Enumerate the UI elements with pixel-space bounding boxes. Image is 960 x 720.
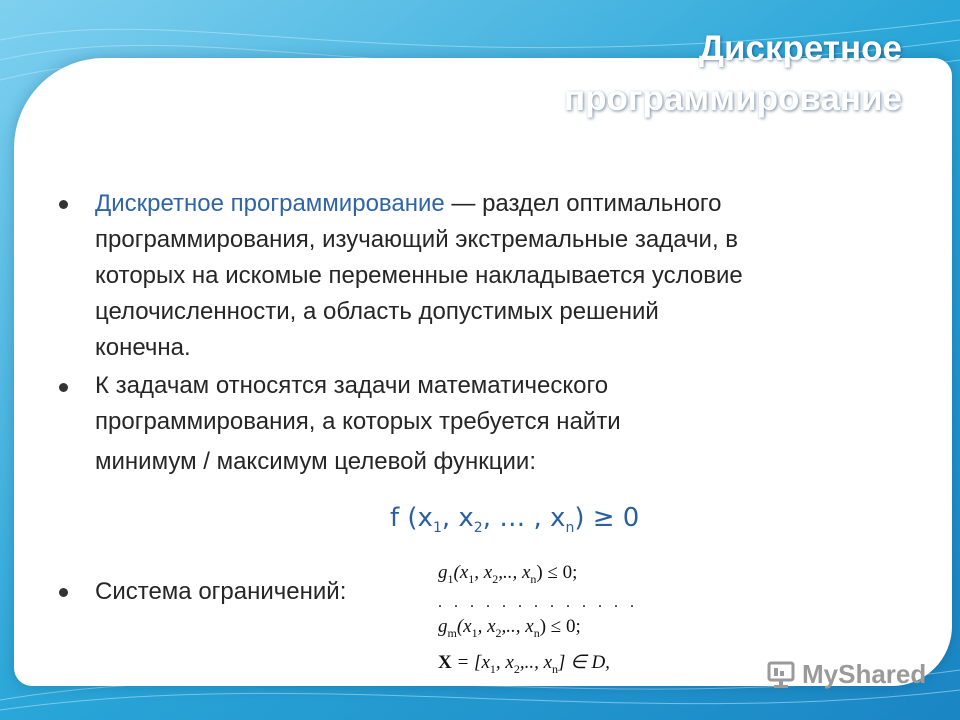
formula-part: , x	[441, 503, 474, 533]
bullet-dot	[59, 383, 68, 392]
term-highlight: Дискретное программирование	[95, 190, 445, 217]
formula-subscript: 2	[473, 520, 483, 537]
bullet-1-line-1: — раздел оптимального	[444, 190, 722, 217]
bullet-2-line-2: программирования, а которых требуется найти	[95, 408, 621, 435]
title-line-2: программирование	[563, 79, 902, 118]
constraint-ellipsis: . . . . . . . . . . . . .	[438, 593, 638, 611]
formula-part: f (x	[390, 503, 433, 533]
objective-function-formula	[390, 503, 639, 536]
bullet-1-line-4: целочисленности, а область допустимых решений	[95, 298, 659, 325]
bullet-dot	[59, 200, 68, 209]
bullet-1-line-3: которых на искомые переменные накладывается условие	[95, 262, 743, 289]
bullet-1-text	[95, 186, 905, 366]
bullet-dot	[59, 588, 68, 597]
title-line-1: Дискретное	[699, 29, 902, 68]
constraint-domain: $X = [x_1$, $x_2$,.., $x_n$] ∈ D,	[438, 651, 610, 676]
constraints-system	[438, 558, 638, 683]
constraints-label: Система ограничений:	[95, 578, 347, 605]
bullet-2-line-3: минимум / максимум целевой функции:	[95, 448, 536, 475]
watermark-logo[interactable]	[766, 656, 926, 692]
formula-part: ) ≥ 0	[574, 503, 640, 533]
bullet-1-line-5: конечна.	[95, 334, 191, 361]
bullet-3-text	[95, 574, 395, 610]
bullet-2-text	[95, 368, 905, 480]
formula-subscript: 1	[432, 520, 442, 537]
constraint-1: $g_1(x_1$, $x_2$,.., $x_n) \le 0$;	[438, 562, 578, 586]
formula-part: , … , x	[482, 503, 566, 533]
bullet-2-line-1: К задачам относятся задачи математического	[95, 372, 609, 399]
watermark-text: MyShared	[802, 658, 927, 689]
bullet-1-line-2: программирования, изучающий экстремальные задачи, в	[95, 226, 739, 253]
constraint-m: $g_m(x_1$, $x_2$,.., $x_n) \le 0$;	[438, 615, 581, 640]
formula-subscript: n	[565, 520, 575, 537]
presentation-icon	[766, 659, 796, 689]
